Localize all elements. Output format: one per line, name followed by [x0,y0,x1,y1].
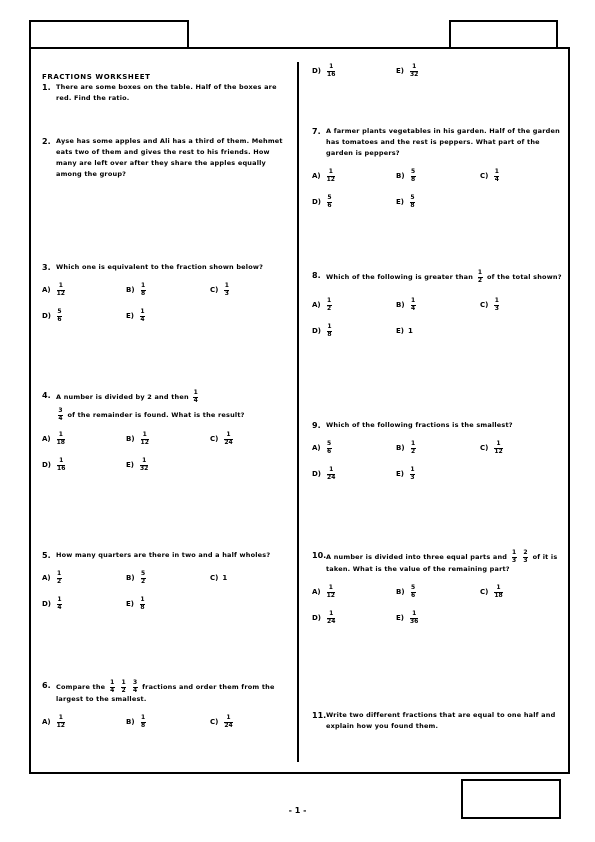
option-label: C) [210,435,219,443]
fraction-denominator: 12 [56,722,65,729]
answer-options [312,169,562,209]
question-4 [42,390,292,472]
option-label: D) [312,67,322,75]
question-6-continued [312,64,562,78]
answer-option[interactable] [210,283,294,297]
inline-fraction [478,270,483,284]
fraction-numerator: 1 [511,549,517,556]
option-label: E) [126,600,134,608]
option-label: B) [396,172,405,180]
fraction-numerator: 1 [140,596,145,603]
fraction-numerator: 5 [410,168,416,175]
option-label: C) [210,286,219,294]
fraction-denominator: 8 [410,176,416,183]
answer-option[interactable] [312,298,396,312]
fraction-denominator: 2 [140,578,146,585]
page-number: - 1 - [288,806,307,815]
option-label: D) [42,312,52,320]
answer-option[interactable] [312,169,396,183]
option-fraction [141,571,146,585]
question-text-part: fractions and order them from the largest to the smallest. [56,683,275,703]
fraction-denominator: 8 [327,331,332,338]
fraction-denominator: 8 [140,290,146,297]
question-text: Which one is equivalent to the fraction shown below? [56,263,264,271]
fraction-denominator: 4 [193,397,198,404]
fraction-denominator: 32 [409,71,419,78]
fraction-numerator: 1 [58,431,63,438]
question-text [56,680,292,705]
fraction-denominator: 3 [523,557,528,564]
question-number: 6. [42,681,51,690]
answer-options [42,432,292,472]
option-label: C) [480,172,489,180]
fraction-numerator: 1 [226,714,231,721]
option-fraction [57,715,65,729]
option-label: E) [396,67,404,75]
fraction-denominator: 24 [327,474,336,481]
answer-option[interactable] [312,195,396,209]
option-label: E) [126,461,134,469]
question-number: 1. [42,83,51,92]
option-fraction [140,458,148,472]
fraction-denominator: 4 [410,305,416,312]
question-number: 7. [312,127,321,136]
fraction-denominator: 4 [110,687,115,694]
answer-option[interactable] [210,715,294,729]
question-text: A farmer plants vegetables in his garden. Half of the garden has tomatoes and the rest is peppers. What part of the garden is peppers? [326,127,560,157]
answer-option[interactable] [42,432,126,446]
answer-options [312,298,562,338]
inline-fraction [110,680,115,694]
option-fraction [411,585,416,599]
option-fraction [411,298,416,312]
answer-option[interactable] [396,441,480,455]
fraction-numerator: 1 [140,308,145,315]
fraction-numerator: 1 [496,440,501,447]
fraction-numerator: 1 [410,440,416,447]
answer-option[interactable] [396,467,480,481]
option-fraction [140,309,145,323]
answer-option[interactable] [396,195,480,209]
option-label: C) [480,301,489,309]
option-fraction [411,441,416,455]
fraction-numerator: 1 [412,610,417,617]
option-fraction [494,441,502,455]
answer-option[interactable] [480,298,564,312]
fraction-numerator: 1 [410,466,415,473]
fraction-numerator: 5 [57,308,62,315]
fraction-denominator: 36 [409,618,419,625]
answer-option[interactable] [480,585,564,599]
question-9 [312,420,562,481]
option-label: E) [126,312,134,320]
question-text: Which of the following fractions is the smallest? [326,421,513,429]
fraction-denominator: 12 [140,439,149,446]
answer-option[interactable] [42,715,126,729]
option-label: C) [210,718,219,726]
option-fraction [141,715,146,729]
fraction-numerator: 1 [226,431,231,438]
question-text-part: Compare the [56,683,106,691]
answer-option[interactable] [312,585,396,599]
option-fraction [410,611,418,625]
fraction-numerator: 1 [328,168,333,175]
option-fraction [410,64,418,78]
answer-options [312,64,562,78]
answer-option[interactable] [42,571,126,585]
question-number: 4. [42,391,51,400]
fraction-numerator: 1 [110,679,115,686]
fraction-numerator: 5 [410,584,416,591]
fraction-numerator: 1 [58,714,63,721]
fraction-numerator: 2 [523,549,528,556]
option-label: B) [396,588,405,596]
answer-options [42,283,292,323]
question-10 [312,550,562,625]
fraction-denominator: 4 [494,176,499,183]
section-title-block [42,64,292,83]
answer-option[interactable] [396,64,480,78]
option-fraction [224,283,229,297]
question-text [326,270,562,284]
option-label: D) [312,198,322,206]
option-fraction [327,441,332,455]
option-fraction [410,467,415,481]
question-text-part: of the remainder is found. What is the result? [67,411,245,419]
option-value: 1 [407,327,413,335]
answer-option[interactable] [42,458,126,472]
answer-option[interactable] [396,611,480,625]
answer-options [312,585,562,625]
fraction-numerator: 3 [133,679,138,686]
answer-options [312,441,562,481]
fraction-denominator: 18 [494,592,503,599]
option-label: E) [396,327,404,335]
inline-fraction [58,408,63,422]
option-label: A) [312,301,321,309]
question-text-part: Which of the following is greater than [326,273,474,281]
option-label: A) [312,588,321,596]
fraction-numerator: 1 [142,457,147,464]
question-number: 2. [42,137,51,146]
option-label: C) [480,444,489,452]
option-label: B) [126,574,135,582]
option-fraction [57,571,62,585]
inline-fraction [523,550,528,564]
answer-option[interactable] [312,324,396,338]
option-fraction [494,585,502,599]
section-title: FRACTIONS WORKSHEET [42,73,151,81]
answer-option[interactable] [312,441,396,455]
fraction-denominator: 2 [57,578,62,585]
answer-option[interactable] [210,432,294,446]
fraction-numerator: 1 [140,282,146,289]
option-fraction [140,597,145,611]
inline-fraction [133,680,138,694]
fraction-denominator: 2 [410,448,416,455]
option-fraction [327,324,332,338]
fraction-denominator: 8 [140,604,145,611]
fraction-numerator: 1 [58,282,63,289]
option-fraction [327,298,332,312]
fraction-denominator: 2 [327,305,332,312]
question-number: 5. [42,551,51,560]
question-number: 9. [312,421,321,430]
question-7 [312,126,562,209]
question-1 [42,82,292,104]
option-label: A) [42,435,51,443]
option-label: A) [312,172,321,180]
question-text-part: of the total shown? [487,273,562,281]
option-label: A) [312,444,321,452]
answer-option[interactable] [396,585,480,599]
fraction-numerator: 1 [410,297,416,304]
fraction-numerator: 1 [329,466,334,473]
option-fraction [327,611,335,625]
fraction-denominator: 4 [57,604,62,611]
fraction-numerator: 1 [496,584,501,591]
fraction-denominator: 18 [56,439,65,446]
answer-option[interactable] [126,458,210,472]
answer-option[interactable] [312,467,396,481]
fraction-numerator: 1 [412,63,417,70]
option-fraction [57,309,62,323]
fraction-denominator: 3 [224,290,229,297]
option-fraction [57,458,65,472]
option-label: B) [396,301,405,309]
fraction-denominator: 16 [327,71,336,78]
question-text: How many quarters are there in two and a half wholes? [56,551,271,559]
answer-option[interactable] [42,283,126,297]
question-number: 11. [312,711,327,720]
question-6 [42,680,292,729]
option-label: A) [42,574,51,582]
fraction-denominator: 2 [477,277,483,284]
option-label: B) [126,435,135,443]
fraction-denominator: 16 [57,465,66,472]
fraction-numerator: 1 [140,714,146,721]
fraction-numerator: 1 [57,570,62,577]
question-11 [312,710,562,732]
fraction-denominator: 12 [326,592,335,599]
fraction-denominator: 8 [140,722,146,729]
option-label: D) [42,600,52,608]
option-label: C) [480,588,489,596]
fraction-denominator: 8 [410,202,415,209]
answer-option[interactable] [126,597,210,611]
fraction-numerator: 1 [142,431,147,438]
fraction-numerator: 1 [328,584,333,591]
option-label: E) [396,614,404,622]
option-fraction [57,432,65,446]
answer-option[interactable] [126,309,210,323]
answer-option[interactable] [126,571,210,585]
option-fraction [327,195,332,209]
fraction-denominator: 4 [133,687,138,694]
option-label: A) [42,718,51,726]
fraction-numerator: 1 [327,323,332,330]
option-fraction [494,169,499,183]
option-label: B) [126,286,135,294]
option-value: 1 [222,574,228,582]
inline-fraction [512,550,517,564]
option-label: B) [126,718,135,726]
question-number: 3. [42,263,51,272]
answer-option[interactable] [396,169,480,183]
option-fraction [57,283,65,297]
question-text [56,390,200,404]
option-fraction [57,597,62,611]
fraction-denominator: 24 [224,439,233,446]
fraction-numerator: 1 [494,168,499,175]
fraction-numerator: 5 [327,440,332,447]
answer-option[interactable] [312,64,396,78]
question-text [326,550,562,575]
answer-option[interactable] [42,309,126,323]
answer-option[interactable] [480,169,564,183]
fraction-numerator: 1 [329,63,334,70]
inline-fraction [121,680,126,694]
option-label: E) [396,470,404,478]
option-label: D) [312,614,322,622]
question-number: 8. [312,271,321,280]
inline-fraction [193,390,198,404]
question-text: Ayse has some apples and Ali has a third of them. Mehmet eats two of them and gives the rest to his friends. How many are left over after they share the apples equally among the group? [56,137,283,178]
option-label: B) [396,444,405,452]
fraction-denominator: 6 [327,448,332,455]
option-fraction [410,195,415,209]
question-5 [42,550,292,611]
question-text-part: A number is divided into three equal parts and [326,553,508,561]
option-fraction [224,715,232,729]
fraction-denominator: 6 [327,202,332,209]
option-fraction [141,432,149,446]
fraction-denominator: 12 [494,448,503,455]
option-label: D) [312,327,322,335]
question-text: There are some boxes on the table. Half of the boxes are red. Find the ratio. [56,83,277,102]
fraction-numerator: 1 [329,610,334,617]
answer-options [42,571,292,611]
question-number: 10. [312,551,327,560]
fraction-denominator: 6 [410,592,416,599]
column-divider [297,62,299,762]
fraction-denominator: 2 [121,687,126,694]
fraction-denominator: 3 [410,474,415,481]
fraction-numerator: 1 [121,679,126,686]
answer-option[interactable] [210,571,294,585]
fraction-denominator: 6 [57,316,62,323]
fraction-denominator: 24 [327,618,336,625]
fraction-numerator: 1 [327,297,332,304]
answer-option[interactable] [126,432,210,446]
option-fraction [327,169,335,183]
answer-options [42,715,292,729]
option-fraction [327,467,335,481]
fraction-denominator: 4 [140,316,145,323]
answer-option[interactable] [126,283,210,297]
fraction-denominator: 12 [56,290,65,297]
answer-option[interactable] [396,324,480,338]
fraction-denominator: 3 [494,305,499,312]
option-fraction [327,585,335,599]
question-3 [42,262,292,323]
option-fraction [327,64,335,78]
fraction-denominator: 12 [326,176,335,183]
fraction-numerator: 5 [410,194,415,201]
fraction-numerator: 1 [477,269,483,276]
question-2 [42,136,292,180]
fraction-numerator: 5 [140,570,146,577]
option-label: A) [42,286,51,294]
question-text-part: of it is taken. What is the value of the remaining part? [326,553,558,573]
option-label: D) [312,470,322,478]
fraction-denominator: 32 [139,465,149,472]
question-8 [312,270,562,338]
fraction-numerator: 1 [224,282,229,289]
fraction-numerator: 1 [57,596,62,603]
fraction-numerator: 5 [327,194,332,201]
fraction-numerator: 3 [58,407,63,414]
option-fraction [141,283,146,297]
fraction-denominator: 4 [58,415,63,422]
answer-option[interactable] [42,597,126,611]
question-text [56,408,245,422]
option-fraction [494,298,499,312]
answer-option[interactable] [396,298,480,312]
option-fraction [411,169,416,183]
option-label: D) [42,461,52,469]
fraction-denominator: 3 [511,557,517,564]
option-label: E) [396,198,404,206]
option-label: C) [210,574,219,582]
fraction-numerator: 1 [193,389,198,396]
fraction-denominator: 24 [224,722,233,729]
fraction-numerator: 1 [494,297,499,304]
fraction-numerator: 1 [59,457,64,464]
answer-option[interactable] [480,441,564,455]
answer-option[interactable] [126,715,210,729]
question-text-part: A number is divided by 2 and then [56,393,189,401]
question-text: Write two different fractions that are equal to one half and explain how you found them. [326,711,556,730]
answer-option[interactable] [312,611,396,625]
option-fraction [224,432,232,446]
